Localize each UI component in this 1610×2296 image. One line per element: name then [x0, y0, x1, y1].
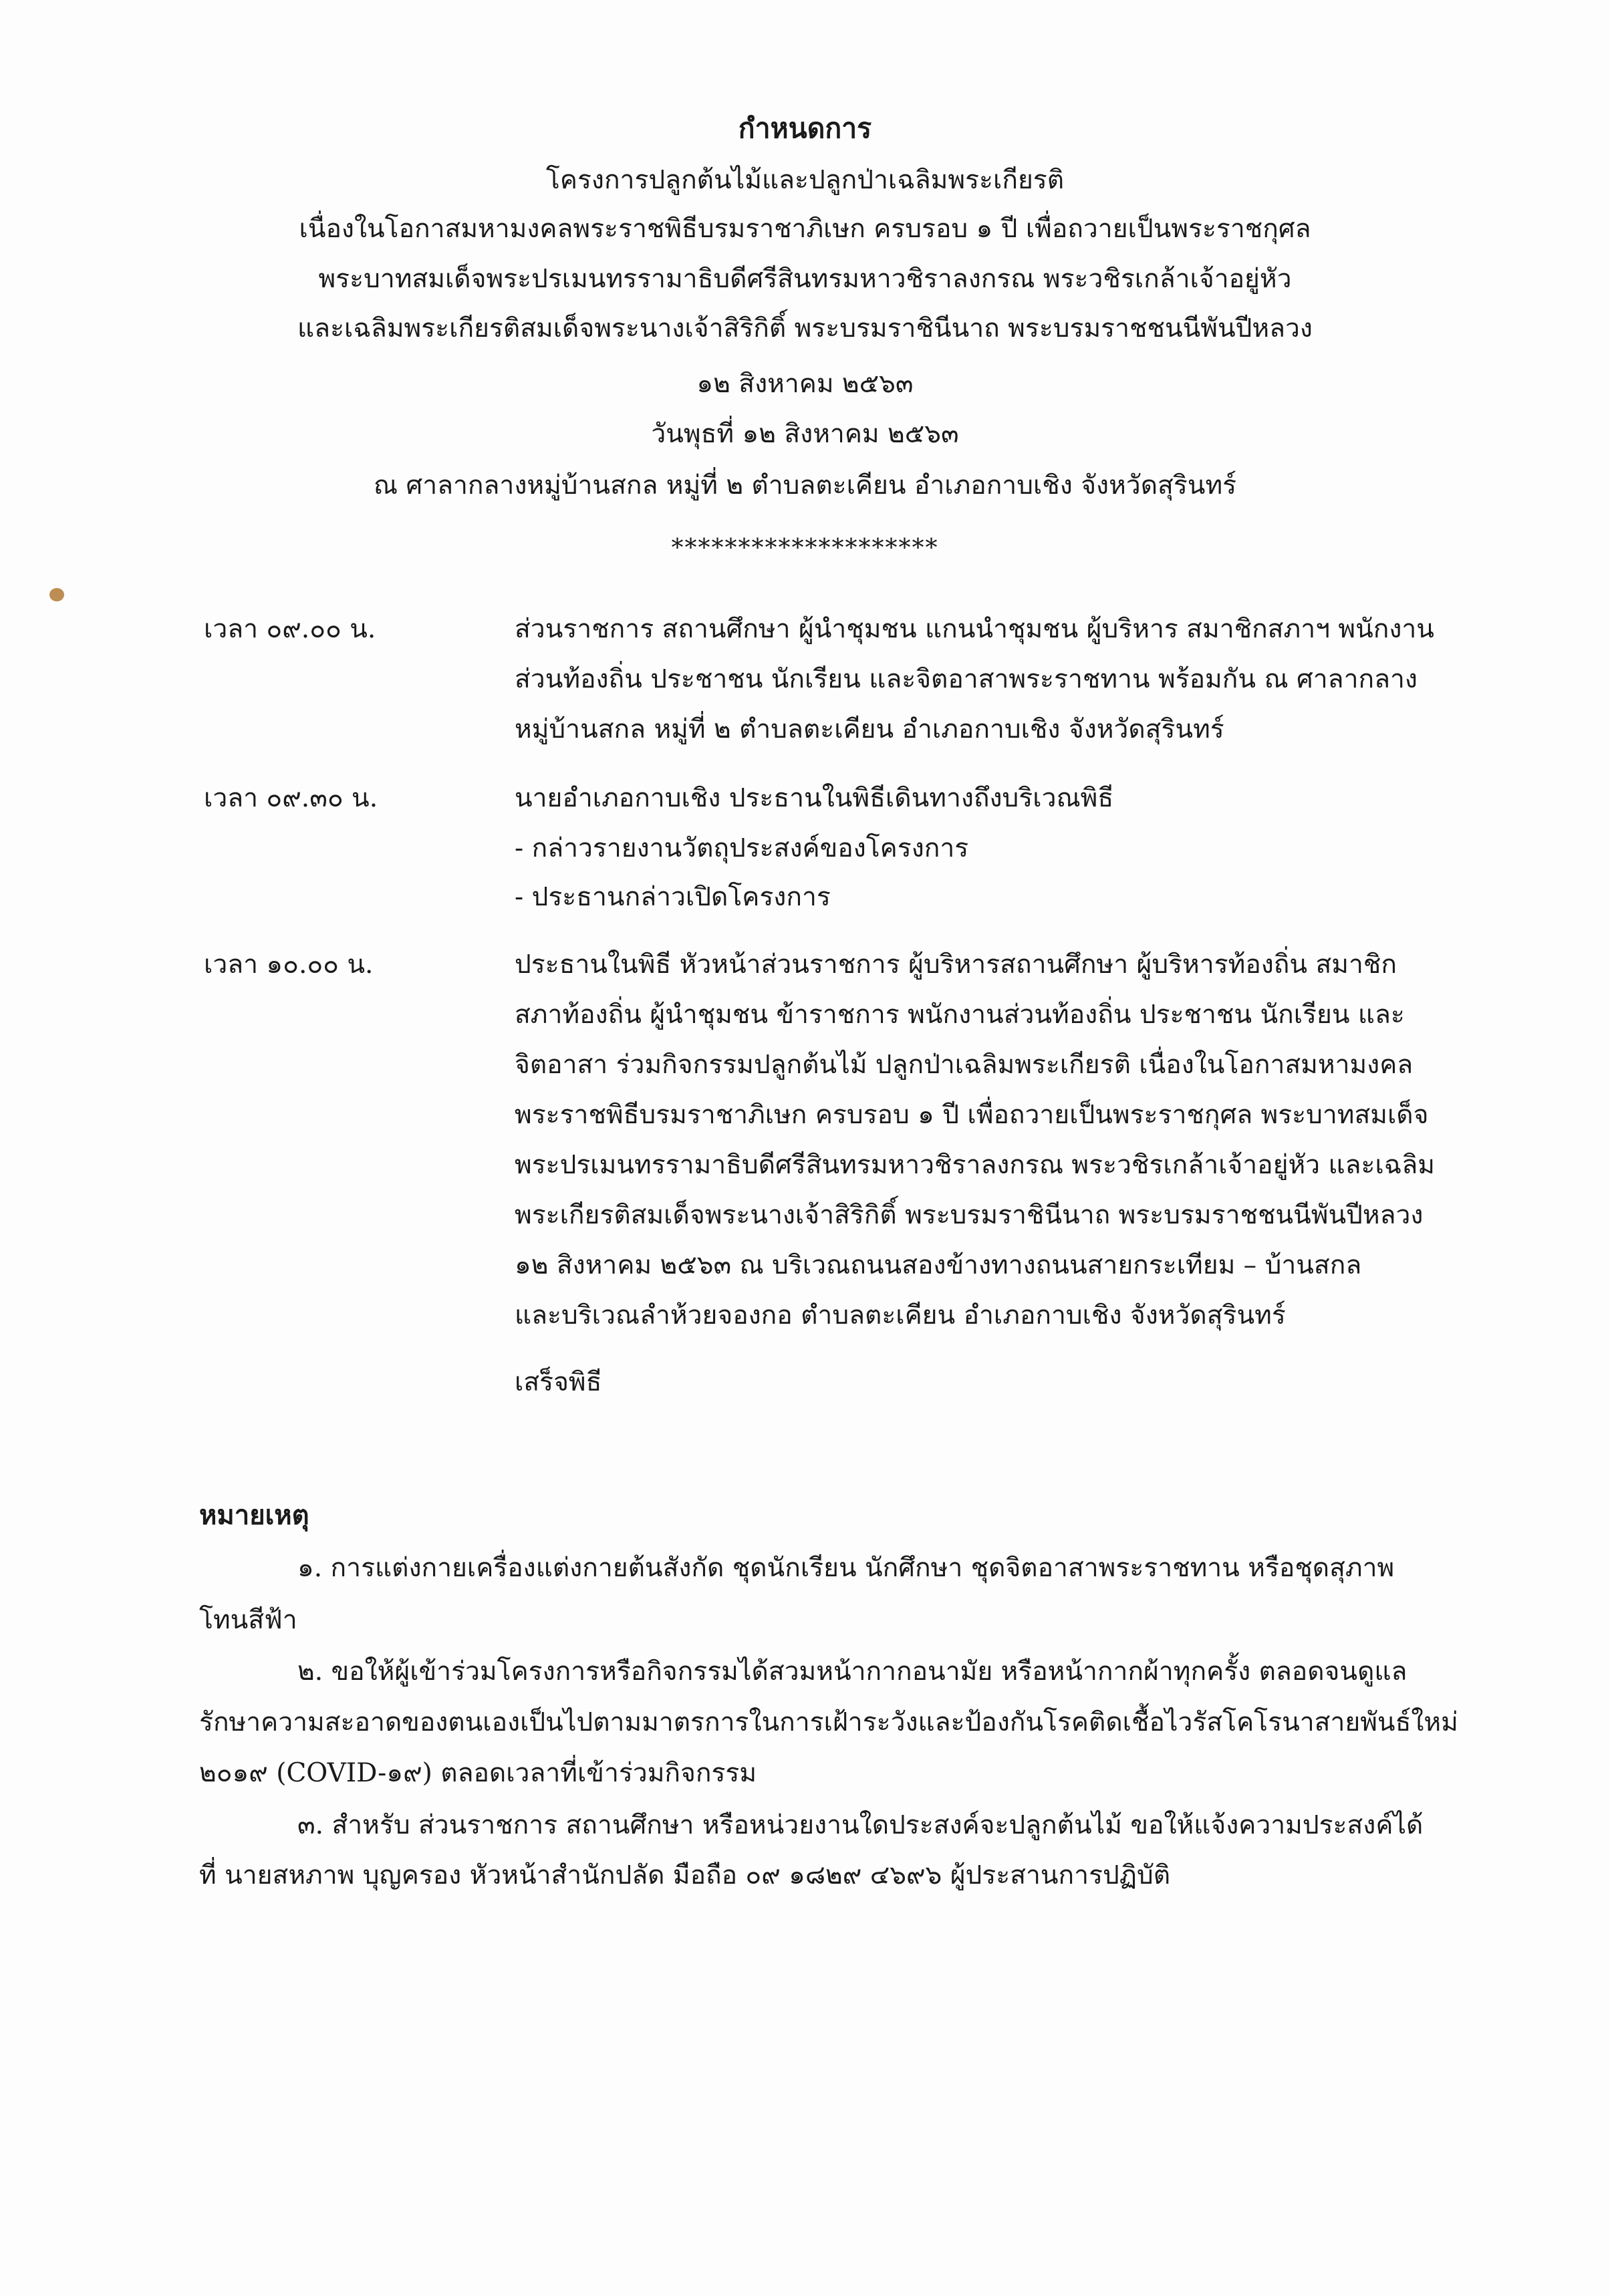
document-title: กำหนดการ — [738, 112, 872, 144]
header-day: วันพุธที่ ๑๒ สิงหาคม ๒๕๖๓ — [651, 419, 959, 449]
schedule-line: สภาท้องถิ่น ผู้นำชุมชน ข้าราชการ พนักงานส่วนท้องถิ่น ประชาชน นักเรียน และ — [515, 1000, 1405, 1030]
header-line-2: เนื่องในโอกาสมหามงคลพระราชพิธีบรมราชาภิเษก ครบรอบ ๑ ปี เพื่อถวายเป็นพระราชกุศล — [299, 214, 1311, 244]
schedule-line: - ประธานกล่าวเปิดโครงการ — [515, 882, 831, 912]
header-separator: ******************** — [671, 535, 939, 562]
schedule-line: ๑๒ สิงหาคม ๒๕๖๓ ณ บริเวณถนนสองข้างทางถนนสายกระเทียม – บ้านสกล — [515, 1250, 1362, 1280]
schedule-end: เสร็จพิธี — [515, 1367, 602, 1397]
note-2-line-2: รักษาความสะอาดของตนเองเป็นไปตามมาตรการในการเฝ้าระวังและป้องกันโรคติดเชื้อไวรัสโคโรนาสายพันธ์ใหม่ — [199, 1707, 1458, 1737]
schedule-line: จิตอาสา ร่วมกิจกรรมปลูกต้นไม้ ปลูกป่าเฉลิมพระเกียรติ เนื่องในโอกาสมหามงคล — [515, 1050, 1414, 1080]
note-1-line-2: โทนสีฟ้า — [199, 1605, 297, 1635]
header-date: ๑๒ สิงหาคม ๒๕๖๓ — [696, 369, 914, 399]
note-3-line-1: ๓. สำหรับ ส่วนราชการ สถานศึกษา หรือหน่วยงานใดประสงค์จะปลูกต้นไม้ ขอให้แจ้งความประสงค์ได้ — [297, 1810, 1424, 1840]
note-1-line-1: ๑. การแต่งกายเครื่องแต่งกายต้นสังกัด ชุดนักเรียน นักศึกษา ชุดจิตอาสาพระราชทาน หรือชุดสุภาพ — [297, 1553, 1395, 1583]
schedule-time: เวลา ๑๐.๐๐ น. — [204, 950, 374, 980]
schedule-line: - กล่าวรายงานวัตถุประสงค์ของโครงการ — [515, 833, 969, 863]
schedule-line: ส่วนท้องถิ่น ประชาชน นักเรียน และจิตอาสาพระราชทาน พร้อมกัน ณ ศาลากลาง — [515, 664, 1418, 694]
notes-title: หมายเหตุ — [199, 1499, 309, 1531]
schedule-line: พระราชพิธีบรมราชาภิเษก ครบรอบ ๑ ปี เพื่อถวายเป็นพระราชกุศล พระบาทสมเด็จ — [515, 1100, 1429, 1130]
header-line-4: และเฉลิมพระเกียรติสมเด็จพระนางเจ้าสิริกิติ์ พระบรมราชินีนาถ พระบรมราชชนนีพันปีหลวง — [297, 313, 1313, 343]
schedule-time: เวลา ๐๙.๐๐ น. — [204, 614, 376, 644]
schedule-line: หมู่บ้านสกล หมู่ที่ ๒ ตำบลตะเคียน อำเภอกาบเชิง จังหวัดสุรินทร์ — [515, 714, 1224, 744]
header-line-3: พระบาทสมเด็จพระปรเมนทรรามาธิบดีศรีสินทรมหาวชิราลงกรณ พระวชิรเกล้าเจ้าอยู่หัว — [318, 264, 1292, 294]
header-venue: ณ ศาลากลางหมู่บ้านสกล หมู่ที่ ๒ ตำบลตะเคียน อำเภอกาบเชิง จังหวัดสุรินทร์ — [373, 470, 1237, 500]
schedule-line: และบริเวณลำห้วยจองกอ ตำบลตะเคียน อำเภอกาบเชิง จังหวัดสุรินทร์ — [515, 1300, 1286, 1330]
schedule-line: นายอำเภอกาบเชิง ประธานในพิธีเดินทางถึงบริเวณพิธี — [515, 783, 1114, 813]
note-3-line-2: ที่ นายสหภาพ บุญครอง หัวหน้าสำนักปลัด มือถือ ๐๙ ๑๘๒๙ ๔๖๙๖ ผู้ประสานการปฏิบัติ — [199, 1860, 1171, 1890]
schedule-line: ส่วนราชการ สถานศึกษา ผู้นำชุมชน แกนนำชุมชน ผู้บริหาร สมาชิกสภาฯ พนักงาน — [515, 614, 1434, 644]
note-2-line-1: ๒. ขอให้ผู้เข้าร่วมโครงการหรือกิจกรรมได้สวมหน้ากากอนามัย หรือหน้ากากผ้าทุกครั้ง ตลอดจนดูแล — [297, 1657, 1407, 1687]
schedule-time: เวลา ๐๙.๓๐ น. — [204, 783, 378, 813]
schedule-line: ประธานในพิธี หัวหน้าส่วนราชการ ผู้บริหารสถานศึกษา ผู้บริหารท้องถิ่น สมาชิก — [515, 950, 1397, 980]
header-line-1: โครงการปลูกต้นไม้และปลูกป่าเฉลิมพระเกียรติ — [545, 165, 1065, 195]
schedule-line: พระเกียรติสมเด็จพระนางเจ้าสิริกิติ์ พระบรมราชินีนาถ พระบรมราชชนนีพันปีหลวง — [515, 1200, 1424, 1230]
schedule-line: พระปรเมนทรรามาธิบดีศรีสินทรมหาวชิราลงกรณ พระวชิรเกล้าเจ้าอยู่หัว และเฉลิม — [515, 1150, 1435, 1180]
ink-spot — [49, 588, 64, 601]
note-2-line-3: ๒๐๑๙ (COVID-๑๙) ตลอดเวลาที่เข้าร่วมกิจกรรม — [199, 1758, 757, 1788]
